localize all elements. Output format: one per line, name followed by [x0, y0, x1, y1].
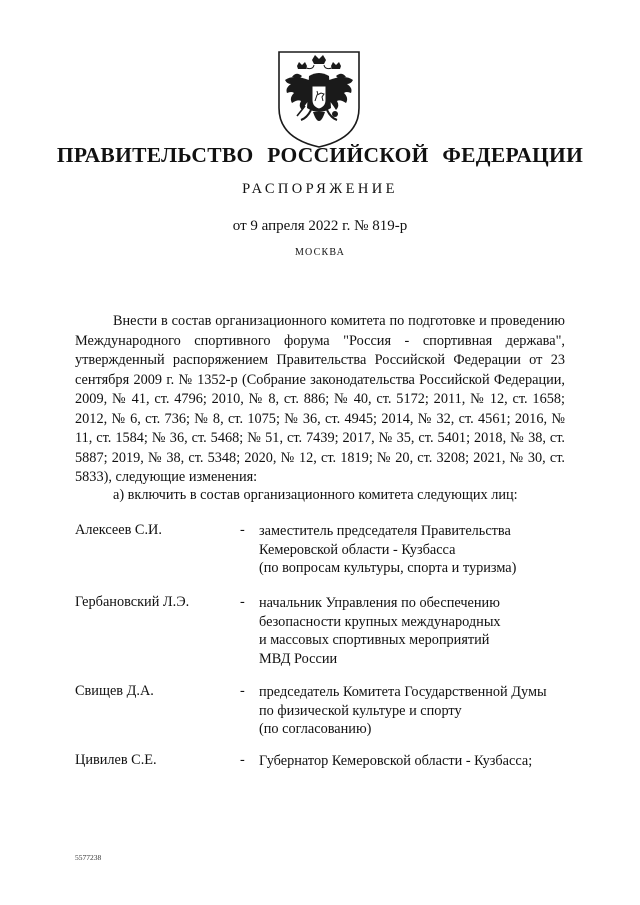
member-name: Свищев Д.А. [75, 683, 154, 699]
main-paragraph: Внести в состав организационного комитета по подготовке и проведению Международного спортивного форума "Россия - спортивная держава", утвержденный распоряжением Правительства Российской Федерации от 23 сентября 2009 г. № 1352-р (Собрание законодательства Российской Федерации, 2009, № 41, ст. 4796; 2010, № 8, ст. 886; № 40, ст. 5172; 2011, № 12, ст. 1658; 2012, № 6, ст. 736; № 8, ст. 1075; № 36, ст. 4945; 2014, № 32, ст. 4561; 2016, № 11, ст. 1584; № 36, ст. 5468; № 51, ст. 7439; 2017, № 35, ст. 5401; 2018, № 38, ст. 5887; 2019, № 38, ст. 5348; 2020, № 12, ст. 1819; № 20, ст. 3208; 2021, № 30, ст. 5833), следующие изменения: [75, 313, 565, 485]
member-dash: - [240, 683, 245, 699]
member-name: Гербановский Л.Э. [75, 594, 190, 610]
government-title: ПРАВИТЕЛЬСТВО РОССИЙСКОЙ ФЕДЕРАЦИИ [56, 143, 584, 167]
member-dash: - [240, 594, 245, 610]
item-a: а) включить в состав организационного комитета следующих лиц: [113, 487, 518, 503]
member-position: начальник Управления по обеспечению безопасности крупных международных и массовых спортивных мероприятий МВД России [259, 595, 501, 667]
document-type: РАСПОРЯЖЕНИЕ [242, 181, 398, 197]
member-name: Алексеев С.И. [75, 522, 162, 538]
member-name: Цивилев С.Е. [75, 752, 157, 768]
member-dash: - [240, 752, 245, 768]
member-position: Губернатор Кемеровской области - Кузбасса; [259, 753, 533, 769]
date-and-number: от 9 апреля 2022 г. № 819-р [232, 218, 408, 234]
member-position: заместитель председателя Правительства Кемеровской области - Кузбасса (по вопросам культуры, спорта и туризма) [259, 523, 517, 576]
city: МОСКВА [294, 247, 346, 258]
member-position: председатель Комитета Государственной Думы по физической культуре и спорту (по согласованию) [259, 684, 547, 737]
document-code: 5577238 [75, 853, 102, 862]
coat-of-arms-icon [271, 46, 367, 150]
member-dash: - [240, 522, 245, 538]
